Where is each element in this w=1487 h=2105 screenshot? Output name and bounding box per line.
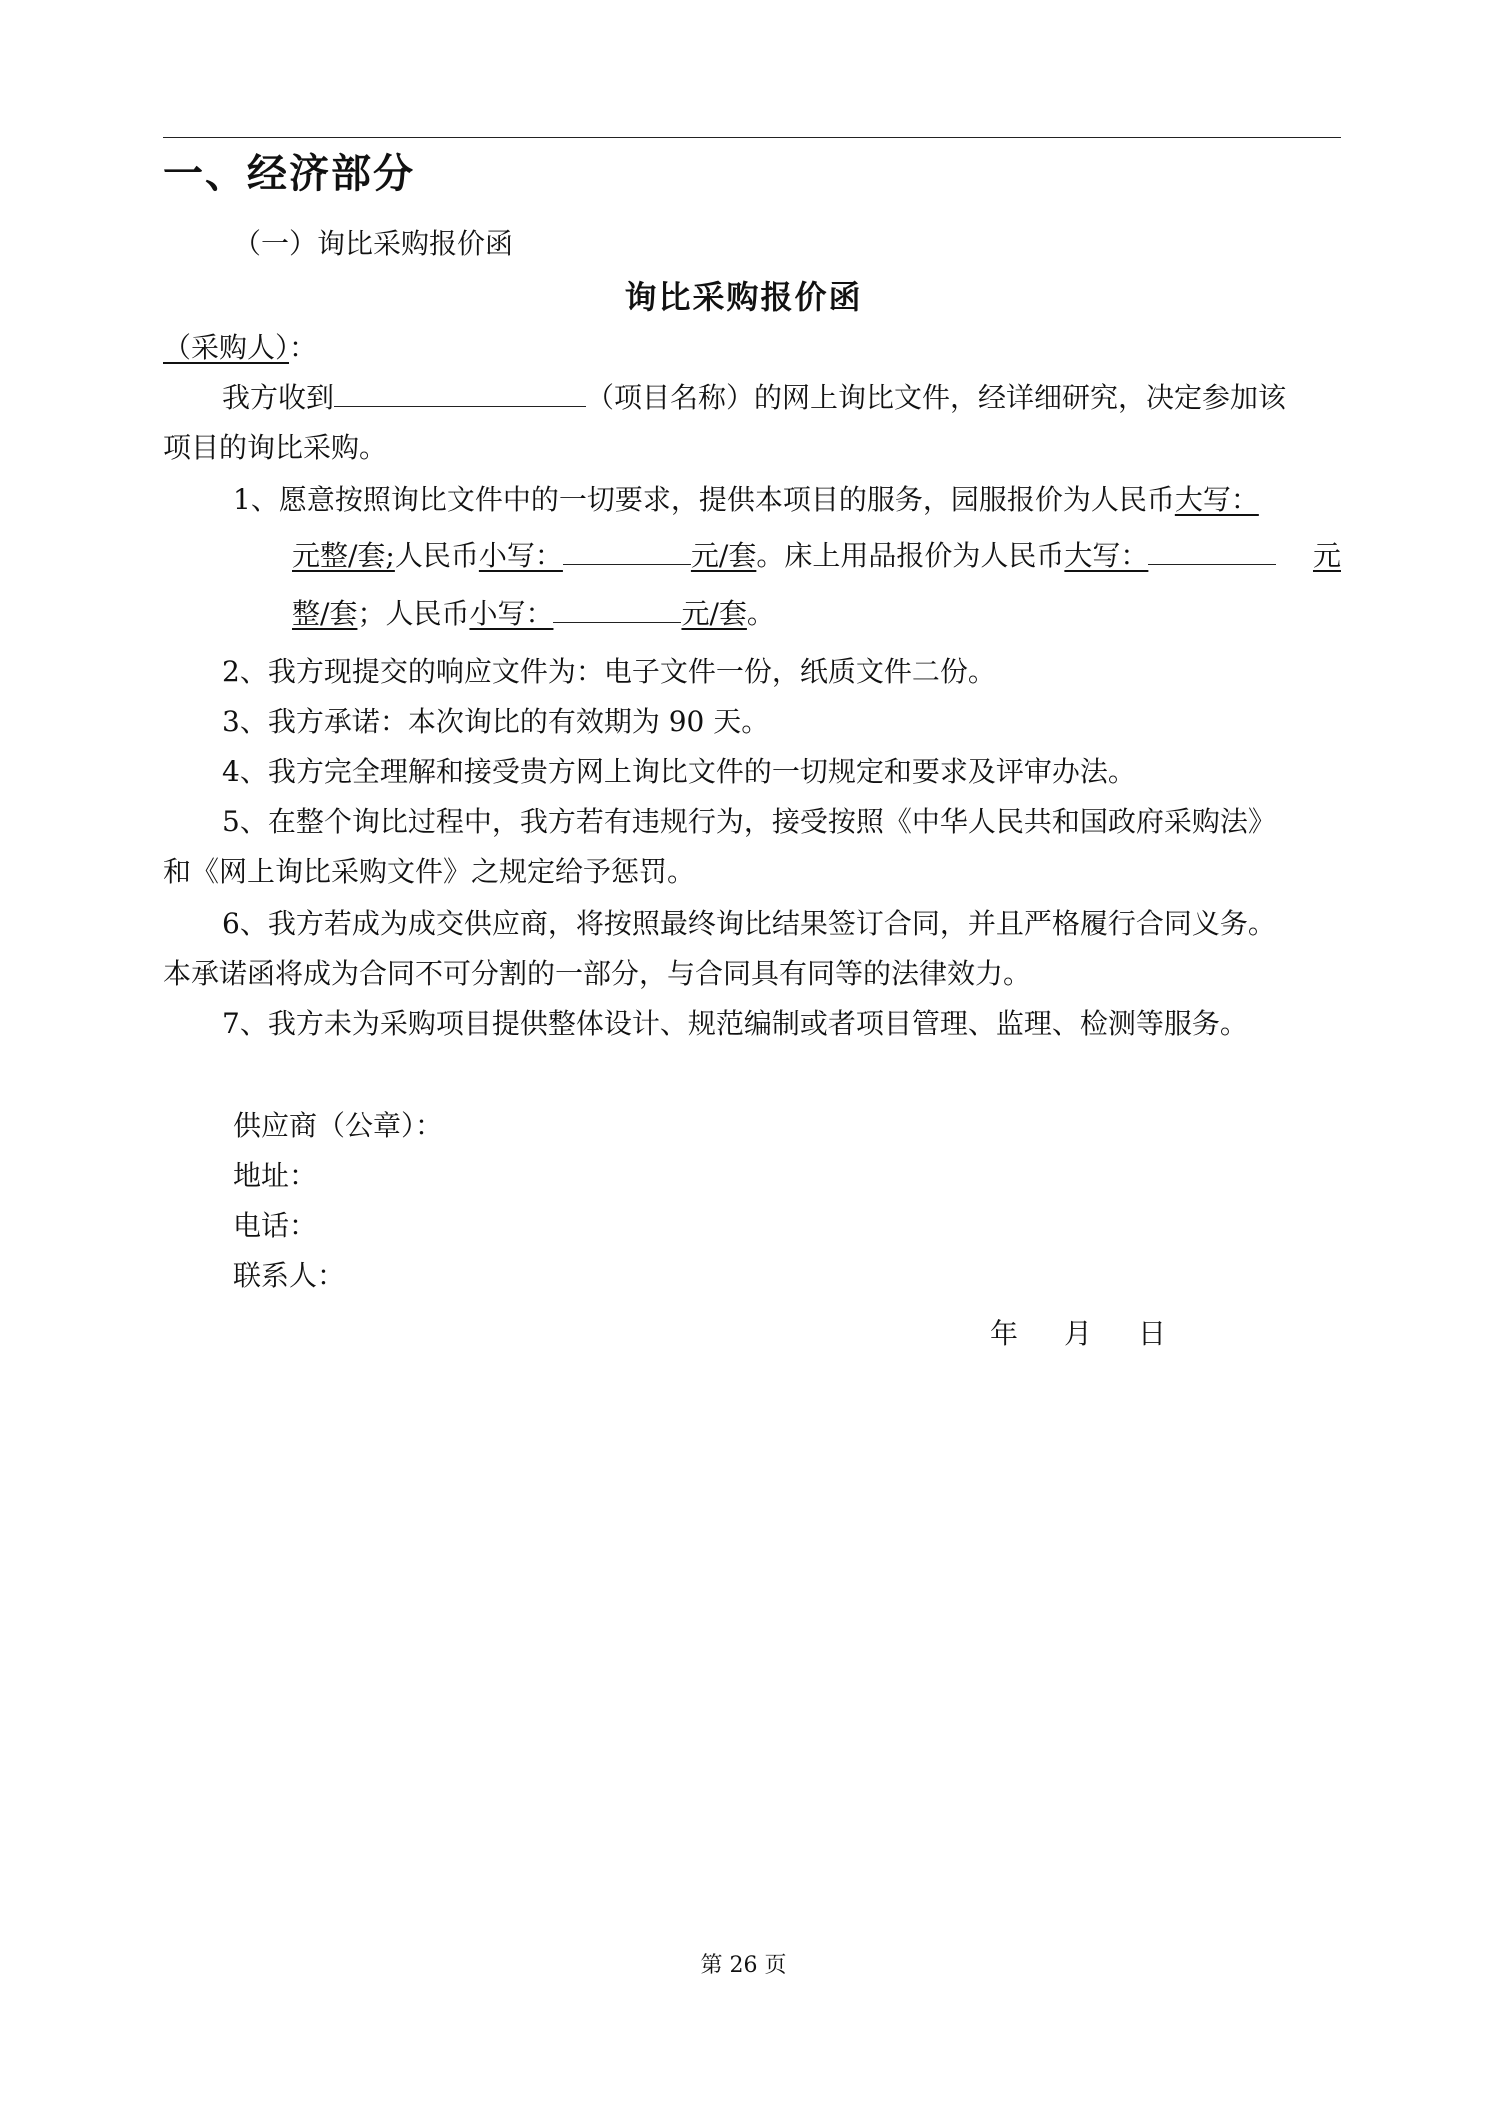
item-6-line-1: 6、我方若成为成交供应商，将按照最终询比结果签订合同，并且严格履行合同义务。 [222,907,1276,940]
document-title: 询比采购报价函 [624,278,863,316]
uniform-unit-uppercase: 元整/套; [292,539,395,572]
item-1-end: 。 [746,597,775,630]
addressee-line [163,328,317,368]
intro-text-a: 我方收到 [222,381,335,414]
bedding-price-text: 。床上用品报价为人民币 [756,539,1065,572]
intro-text-b: （项目名称）的网上询比文件，经详细研究，决定参加该 [586,381,1287,414]
phone-label: 电话： [233,1209,318,1242]
item-5-line-1: 5、在整个询比过程中，我方若有违规行为，接受按照《中华人民共和国政府采购法》 [222,805,1276,838]
item-6-line-2: 本承诺函将成为合同不可分割的一部分，与合同具有同等的法律效力。 [163,957,1032,990]
address-label: 地址： [233,1159,318,1192]
addressee-colon: ： [289,331,318,364]
rmb-label-2: ；人民币 [357,597,470,630]
section-heading: 一、经济部分 [163,151,415,197]
intro-line-2: 项目的询比采购。 [163,431,388,464]
intro-line-1 [222,378,1286,418]
item-3: 3、我方承诺：本次询比的有效期为 90 天。 [222,705,770,738]
uniform-price-lowercase-label: 小写： [478,539,563,572]
item-1-line-3 [292,594,775,634]
bedding-price-uppercase-blank [1148,536,1276,565]
item-1-text: 1、愿意按照询比文件中的一切要求，提供本项目的服务，园服报价为人民币 [233,483,1175,516]
date-day: 日 [1138,1317,1167,1350]
supplier-seal-label: 供应商（公章）： [233,1109,444,1142]
project-name-blank [334,378,586,407]
bedding-unit-yuan: 元 [1312,539,1341,572]
date-year: 年 [990,1317,1019,1350]
uniform-price-uppercase-label: 大写： [1174,483,1259,516]
subheading: （一）询比采购报价函 [233,227,514,260]
addressee: （采购人） [163,331,290,364]
item-1-line-2 [292,536,1341,576]
uniform-price-lowercase-blank [563,536,691,565]
item-5-line-2: 和《网上询比采购文件》之规定给予惩罚。 [163,855,696,888]
bedding-price-lowercase-label: 小写： [469,597,554,630]
date-line [990,1314,1166,1354]
date-month: 月 [1064,1317,1093,1350]
uniform-unit-lowercase: 元/套 [690,539,757,572]
rmb-label-1: 人民币 [394,539,479,572]
item-1-line-1 [233,480,1259,520]
item-2: 2、我方现提交的响应文件为：电子文件一份，纸质文件二份。 [222,655,996,688]
contact-label: 联系人： [233,1259,346,1292]
header-rule [163,137,1341,138]
bedding-unit-uppercase: 整/套 [292,597,358,630]
bedding-price-uppercase-label: 大写： [1064,539,1149,572]
item-7: 7、我方未为采购项目提供整体设计、规范编制或者项目管理、监理、检测等服务。 [222,1007,1248,1040]
bedding-unit-lowercase: 元/套 [681,597,747,630]
bedding-price-lowercase-blank [553,594,681,623]
page-number: 第 26 页 [700,1953,787,1978]
item-4: 4、我方完全理解和接受贵方网上询比文件的一切规定和要求及评审办法。 [222,755,1136,788]
